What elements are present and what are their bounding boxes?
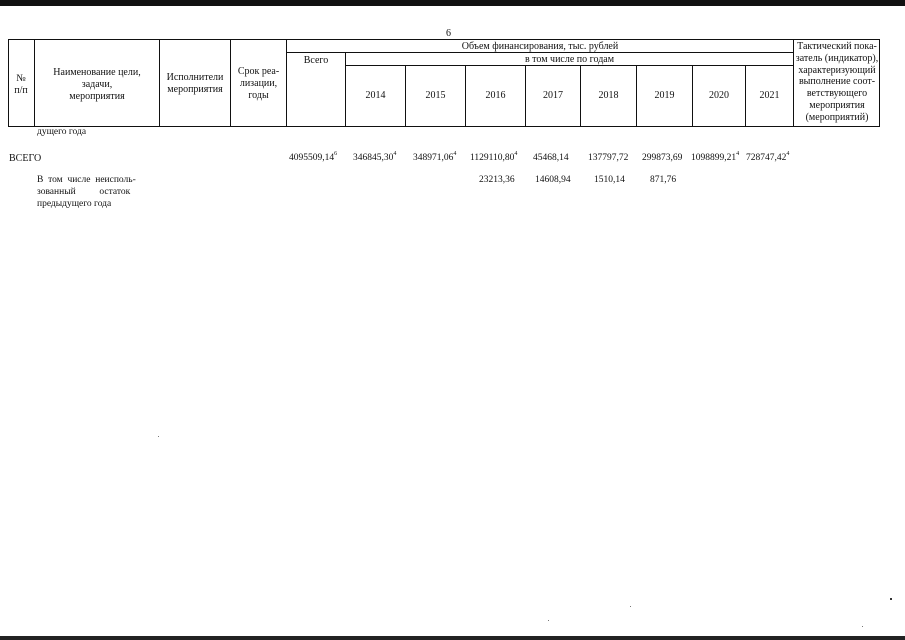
header-term: Срок реа- лизации, годы — [237, 66, 280, 101]
subrow-label-line: В том числе неисполь- — [37, 175, 136, 185]
subrow-label-line: предыдущего года — [37, 199, 112, 209]
scan-speck — [158, 436, 159, 437]
page-number: 6 — [446, 28, 451, 39]
total-row-label: ВСЕГО — [9, 153, 42, 164]
total-value: 4095509,14$^6$ — [289, 151, 338, 163]
scan-speck — [630, 606, 631, 607]
subrow-label-line: зованный остаток — [37, 187, 131, 197]
year-value: 1129110,80$^4$ — [470, 151, 518, 163]
header-name: Наименование цели, задачи, мероприятия — [53, 67, 141, 102]
subrow-value: 871,76 — [650, 175, 677, 185]
subrow-value: 1510,14 — [594, 175, 625, 185]
subrow-value: 14608,94 — [535, 175, 571, 185]
subrow-value: 23213,36 — [479, 175, 515, 185]
year-value: 1098899,21$^4$ — [691, 151, 740, 163]
header-number: № п/п — [14, 73, 28, 96]
scan-speck — [890, 598, 892, 600]
header-year: 2014 — [365, 90, 386, 101]
header-year: 2016 — [485, 90, 506, 101]
year-value: 45468,14 — [533, 153, 569, 163]
continued-text: дущего года — [37, 127, 87, 137]
scan-speck — [862, 626, 863, 627]
header-year: 2020 — [709, 90, 729, 101]
header-executors: Исполнители мероприятия — [166, 72, 224, 95]
year-value: 137797,72 — [588, 153, 629, 163]
year-value: 348971,06$^4$ — [413, 151, 457, 163]
year-value: 728747,42$^4$ — [746, 151, 790, 163]
header-total: Всего — [303, 55, 329, 66]
scan-speck — [548, 620, 549, 621]
header-indicator: Тактический пока- затель (индикатор), характеризующий выполнение соот- ветствующего мероприятия (мероприятий) — [795, 41, 879, 123]
header-year: 2017 — [543, 90, 563, 101]
header-year: 2018 — [598, 90, 619, 101]
year-value: 299873,69 — [642, 153, 683, 163]
header-year: 2021 — [759, 90, 780, 101]
header-year: 2015 — [425, 90, 446, 101]
header-year: 2019 — [654, 90, 675, 101]
year-value: 346845,30$^4$ — [353, 151, 397, 163]
header-by-years: в том числе по годам — [524, 54, 615, 65]
scan-bottom-border — [0, 636, 905, 640]
header-funding-title: Объем финансирования, тыс. рублей — [461, 41, 619, 52]
scan-top-border — [0, 0, 905, 6]
